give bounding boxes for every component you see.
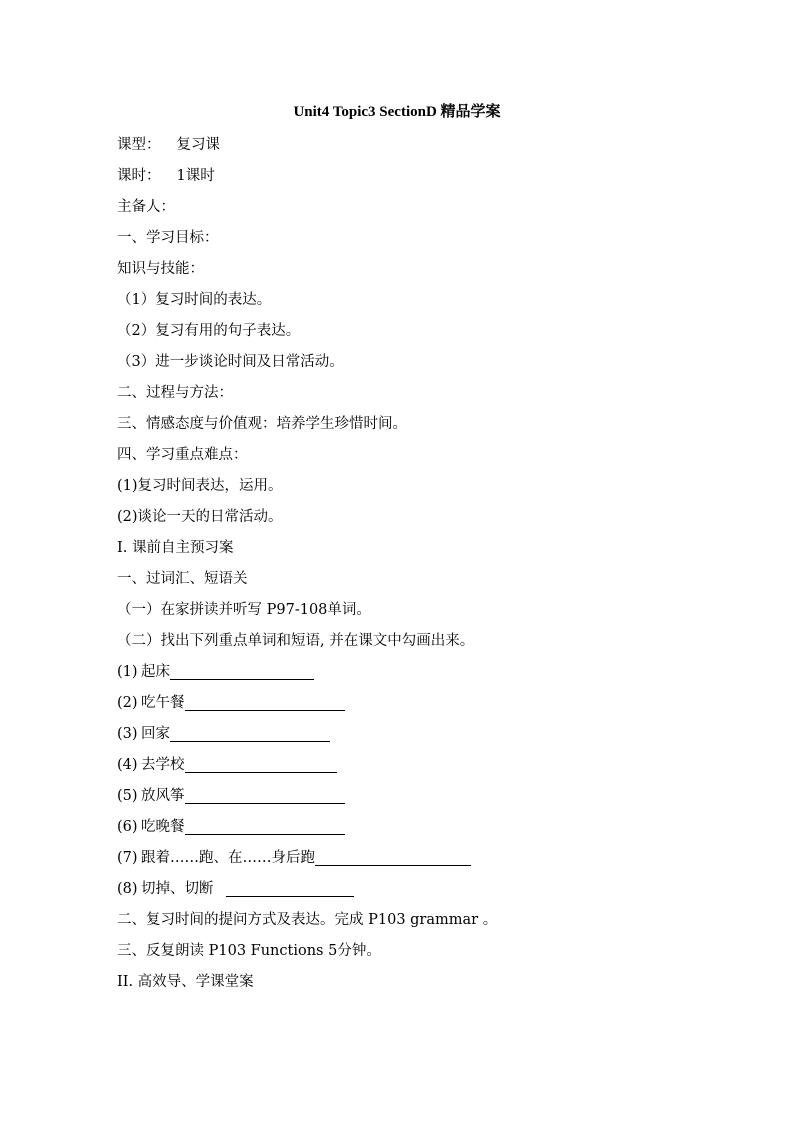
vocab-item <box>117 874 737 905</box>
vocab-item-number: (4) <box>117 757 138 773</box>
goals-heading: 一、学习目标： <box>117 230 219 246</box>
answer-blank[interactable] <box>170 661 314 680</box>
answer-blank[interactable] <box>185 785 345 804</box>
document-title: Unit4 Topic3 SectionD 精品学案 <box>293 104 501 120</box>
vocab-item <box>117 812 737 843</box>
course-type-label: 课型： <box>117 137 161 153</box>
document-body <box>117 130 737 998</box>
answer-blank[interactable] <box>315 847 471 866</box>
vocab-item-number: (6) <box>117 819 138 835</box>
vocab-item-text: 吃午餐 <box>141 695 185 711</box>
vocab-item-number: (7) <box>117 850 138 866</box>
key-points-heading: 四、学习重点难点： <box>117 447 248 463</box>
vocab-item-text: 去学校 <box>141 757 185 773</box>
knowledge-heading: 知识与技能： <box>117 261 204 277</box>
vocab-item <box>117 719 737 750</box>
vocab-item <box>117 750 737 781</box>
vocab-item-text: 放风筝 <box>141 788 185 804</box>
vocab-item-text: 跟着……跑、在……身后跑 <box>141 850 315 866</box>
vocab-item-number: (3) <box>117 726 138 742</box>
functions-line: 三、反复朗读 P103 Functions 5分钟。 <box>117 943 381 959</box>
vocab-subitem-2: （二）找出下列重点单词和短语, 并在课文中勾画出来。 <box>117 633 475 649</box>
preparer-line: 主备人： <box>117 199 175 215</box>
grammar-line: 二、复习时间的提问方式及表达。完成 P103 grammar 。 <box>117 912 498 928</box>
process-heading: 二、过程与方法： <box>117 385 233 401</box>
vocab-item-text: 回家 <box>141 726 170 742</box>
knowledge-item-3: （3）进一步谈论时间及日常活动。 <box>117 354 344 370</box>
knowledge-item-1: （1）复习时间的表达。 <box>117 292 272 308</box>
period-label: 课时： <box>117 168 161 184</box>
attitude-line: 三、情感态度与价值观：培养学生珍惜时间。 <box>117 416 407 432</box>
period-line <box>117 161 737 192</box>
key-point-2: (2)谈论一天的日常活动。 <box>117 509 283 525</box>
vocab-item-number: (5) <box>117 788 138 804</box>
section-2-heading: II. 高效导、学课堂案 <box>117 974 254 990</box>
knowledge-item-2: （2）复习有用的句子表达。 <box>117 323 301 339</box>
answer-blank[interactable] <box>185 754 337 773</box>
vocab-item <box>117 843 737 874</box>
vocab-item <box>117 688 737 719</box>
course-type-value: 复习课 <box>176 137 220 153</box>
vocab-item <box>117 781 737 812</box>
key-point-1: (1)复习时间表达，运用。 <box>117 478 283 494</box>
answer-blank[interactable] <box>185 816 345 835</box>
section-1-heading: I. 课前自主预习案 <box>117 540 234 556</box>
vocab-heading: 一、过词汇、短语关 <box>117 571 248 587</box>
vocab-item-number: (2) <box>117 695 138 711</box>
period-value: 1课时 <box>176 168 215 184</box>
vocab-item-text: 起床 <box>141 664 170 680</box>
vocab-item-text: 切掉、切断 <box>141 881 219 897</box>
vocab-item <box>117 657 737 688</box>
answer-blank[interactable] <box>185 692 345 711</box>
vocab-item-number: (1) <box>117 664 138 680</box>
vocab-item-number: (8) <box>117 881 138 897</box>
answer-blank[interactable] <box>226 878 354 897</box>
vocab-item-text: 吃晚餐 <box>141 819 185 835</box>
answer-blank[interactable] <box>170 723 330 742</box>
course-type-line <box>117 130 737 161</box>
vocab-subitem-1: （一）在家拼读并听写 P97-108单词。 <box>117 602 371 618</box>
